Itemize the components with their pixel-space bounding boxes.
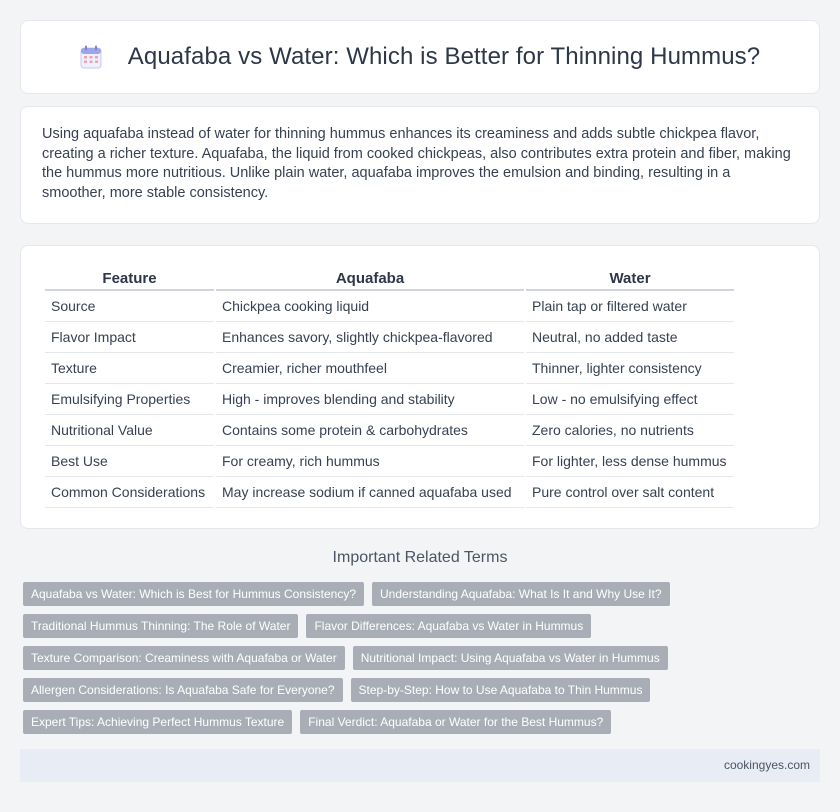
table-row bbox=[45, 415, 734, 446]
table-row bbox=[45, 322, 734, 353]
related-term-link[interactable]: Flavor Differences: Aquafaba vs Water in Hummus bbox=[306, 614, 591, 638]
related-term-link[interactable]: Traditional Hummus Thinning: The Role of Water bbox=[23, 614, 298, 638]
tag-row bbox=[23, 614, 813, 638]
related-term-link[interactable]: Allergen Considerations: Is Aquafaba Safe for Everyone? bbox=[23, 678, 343, 702]
table-cell: Chickpea cooking liquid bbox=[216, 291, 524, 322]
tag-row bbox=[23, 646, 813, 670]
table-cell: Plain tap or filtered water bbox=[526, 291, 734, 322]
related-term-link[interactable]: Expert Tips: Achieving Perfect Hummus Texture bbox=[23, 710, 292, 734]
table-cell: Emulsifying Properties bbox=[45, 384, 214, 415]
table-row bbox=[45, 353, 734, 384]
footer bbox=[20, 749, 820, 782]
related-term-link[interactable]: Understanding Aquafaba: What Is It and Why Use It? bbox=[372, 582, 670, 606]
table-cell: Low - no emulsifying effect bbox=[526, 384, 734, 415]
calendar-icon bbox=[80, 45, 102, 69]
related-term-link[interactable]: Nutritional Impact: Using Aquafaba vs Water in Hummus bbox=[353, 646, 668, 670]
table-cell: For creamy, rich hummus bbox=[216, 446, 524, 477]
table-row bbox=[45, 384, 734, 415]
column-header: Feature bbox=[45, 266, 214, 291]
title-card bbox=[20, 20, 820, 94]
tag-row bbox=[23, 710, 813, 734]
related-term-link[interactable]: Final Verdict: Aquafaba or Water for the Best Hummus? bbox=[300, 710, 611, 734]
column-header: Water bbox=[526, 266, 734, 291]
comparison-table bbox=[43, 266, 736, 508]
related-term-link[interactable]: Step-by-Step: How to Use Aquafaba to Thin Hummus bbox=[351, 678, 651, 702]
table-cell: Enhances savory, slightly chickpea-flavored bbox=[216, 322, 524, 353]
intro-text: Using aquafaba instead of water for thinning hummus enhances its creaminess and adds subtle chickpea flavor, creating a richer texture. Aquafaba, the liquid from cooked chickpeas, also contributes extra protein and fiber, making the hummus more nutritious. Unlike plain water, aquafaba improves the emulsion and binding, resulting in a smoother, more stable consistency. bbox=[42, 126, 791, 201]
related-term-link[interactable]: Aquafaba vs Water: Which is Best for Hummus Consistency? bbox=[23, 582, 364, 606]
table-cell: Best Use bbox=[45, 446, 214, 477]
intro-card bbox=[20, 106, 820, 224]
related-terms-list bbox=[23, 582, 813, 742]
page-title: Aquafaba vs Water: Which is Better for Thinning Hummus? bbox=[127, 43, 761, 70]
table-cell: Common Considerations bbox=[45, 477, 214, 508]
table-cell: High - improves blending and stability bbox=[216, 384, 524, 415]
table-cell: Neutral, no added taste bbox=[526, 322, 734, 353]
table-cell: Thinner, lighter consistency bbox=[526, 353, 734, 384]
table-cell: Texture bbox=[45, 353, 214, 384]
related-term-link[interactable]: Texture Comparison: Creaminess with Aquafaba or Water bbox=[23, 646, 345, 670]
table-header-row bbox=[45, 266, 734, 291]
table-cell: Creamier, richer mouthfeel bbox=[216, 353, 524, 384]
table-cell: For lighter, less dense hummus bbox=[526, 446, 734, 477]
table-cell: Source bbox=[45, 291, 214, 322]
related-terms-heading: Important Related Terms bbox=[332, 549, 508, 566]
table-cell: Zero calories, no nutrients bbox=[526, 415, 734, 446]
table-row bbox=[45, 477, 734, 508]
column-header: Aquafaba bbox=[216, 266, 524, 291]
comparison-card bbox=[20, 245, 820, 529]
table-cell: Pure control over salt content bbox=[526, 477, 734, 508]
site-name: cookingyes.com bbox=[723, 758, 810, 772]
table-row bbox=[45, 446, 734, 477]
tag-row bbox=[23, 678, 813, 702]
table-cell: Nutritional Value bbox=[45, 415, 214, 446]
table-cell: Flavor Impact bbox=[45, 322, 214, 353]
table-cell: May increase sodium if canned aquafaba used bbox=[216, 477, 524, 508]
table-row bbox=[45, 291, 734, 322]
table-cell: Contains some protein & carbohydrates bbox=[216, 415, 524, 446]
tag-row bbox=[23, 582, 813, 606]
